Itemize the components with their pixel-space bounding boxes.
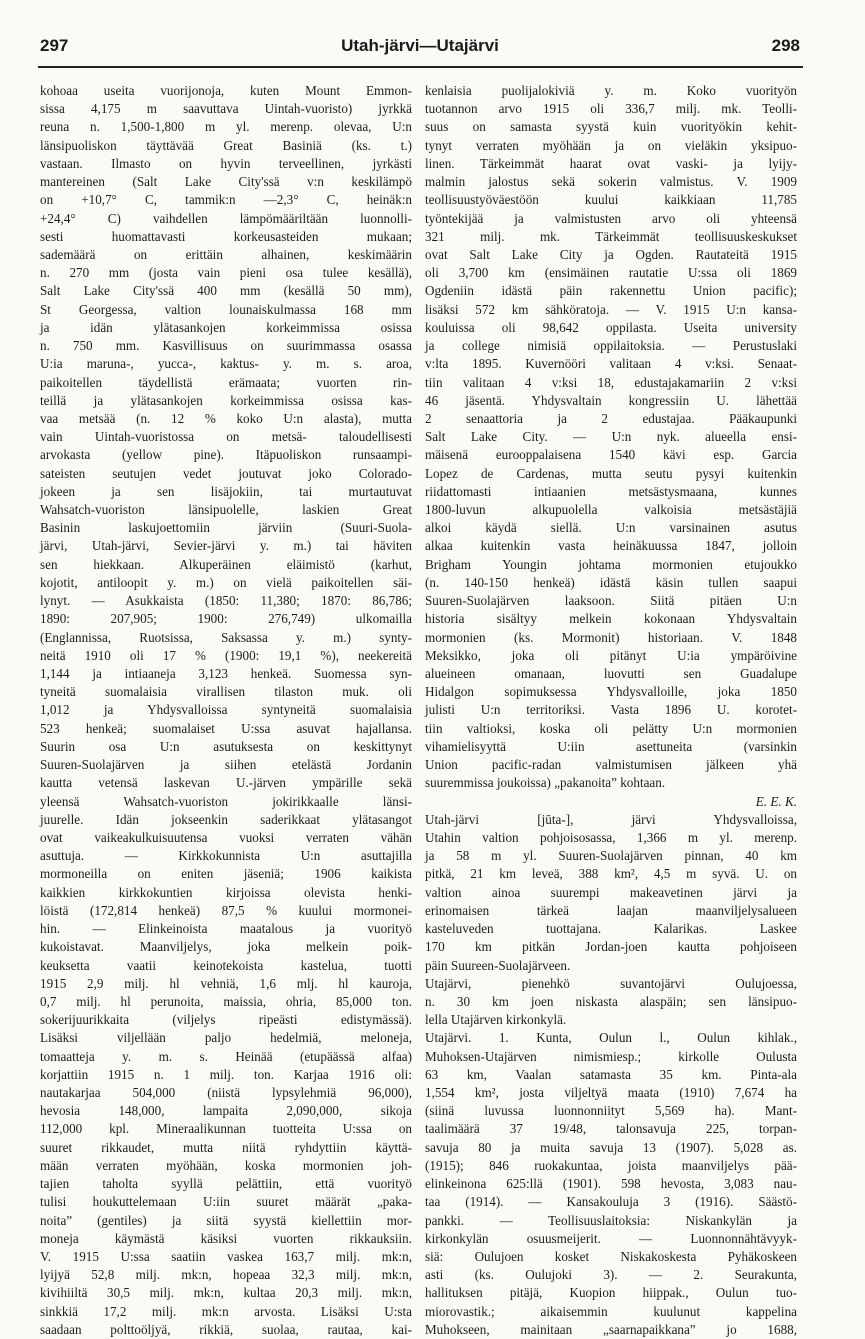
text-line: kautta vetensä laskevan U.-järven ympärille sekä <box>40 775 412 791</box>
text-line: elinkeinona 625:llä (1901). 598 hevosta, 3,083 nau- <box>425 1176 797 1192</box>
text-line: ovat Salt Lake City ja Ogden. Rautateitä 1915 <box>425 246 797 262</box>
text-line: v:lta 1895. Kuvernööri valitaan 4 v:ksi. Senaat- <box>425 356 797 372</box>
text-line: 1,012 ja Yhdysvalloissa syntyneitä suomalaisia <box>40 702 412 718</box>
text-line: sen hiekkaan. Alkuperäinen eläimistö (karhut, <box>40 556 412 572</box>
text-line: kenlaisia puolijalokiviä y. m. Koko vuorityön <box>425 83 797 98</box>
text-line: oli 3,700 km (ensimäinen rautatie U:ssa oli 1869 <box>425 265 797 281</box>
text-line: suus on samasta syystä kuin vuorityökin kehit- <box>425 119 797 135</box>
text-line: ja college nimisiä oppilaitoksia. — Perustuslaki <box>425 338 797 354</box>
text-line: historia sisältyy melkein kokonaan Yhdysvaltain <box>425 611 797 627</box>
text-line: päin Suureen-Suolajärveen. <box>425 957 571 973</box>
text-line: (siinä luvussa luonnonniityt 5,569 ha). Mant- <box>425 1103 797 1119</box>
text-line: lella Utajärven kirkonkylä. <box>425 1012 567 1028</box>
text-line: kohoaa useita vuorijonoja, kuten Mount Emmon- <box>40 83 412 98</box>
text-line: sateisten seutujen vedet joutuvat joko Colorado- <box>40 465 412 481</box>
text-line: julisti U:n territoriksi. Vasta 1896 U. korotet- <box>425 702 797 718</box>
text-line: 63 km, Vaalan satamasta 35 km. Pinta-ala <box>425 1066 797 1082</box>
text-line: Muhoksen-Utajärven nimismiesp.; kirkolle Oulusta <box>425 1048 797 1064</box>
text-line: sademäärä on erittäin alhainen, keskimäärin <box>40 246 412 262</box>
text-line: Utajärvi. 1. Kunta, Oulun l., Oulun kihlak., <box>425 1030 797 1046</box>
text-line: tulisi houkuttelemaan U:iin suuret määrät „paka- <box>40 1194 412 1210</box>
text-line: vaa metsää (n. 12 % koko U:n alasta), mutta <box>40 410 412 426</box>
text-line: Utajärvi, pienehkö suvantojärvi Oulujoessa, <box>425 975 797 991</box>
text-line: tiin valitaan 4 v:ksi 18, edustajakamariin 2 v:ksi <box>425 374 797 390</box>
text-line: saadaan polttoöljyä, rikkiä, suolaa, rautaa, kai- <box>40 1321 412 1337</box>
header-rule <box>38 66 803 68</box>
text-line: hin. — Elinkeinoista maatalous ja vuorityö <box>40 921 412 937</box>
text-line: arvokasta (yellow pine). Itäpuoliskon runsaampi- <box>40 447 412 463</box>
text-line: vastaan. Ilmasto on hyvin terveellinen, jyrkästi <box>40 155 412 171</box>
text-line: mantereinen (Salt Lake City'ssä v:n keskilämpö <box>40 174 412 190</box>
text-line: 1915 2,9 milj. hl vehniä, 1,6 mlj. hl kauroja, <box>40 975 412 991</box>
text-line: 170 km pitkän Jordan-joen kautta pohjoiseen <box>425 939 797 955</box>
text-line: kouluissa oli 98,642 oppilasta. Useita university <box>425 319 797 335</box>
text-line: alkoi käydä siellä. U:n varsinainen asutus <box>425 520 797 536</box>
text-line: kaikkien kirkkokuntien kirjoissa olevista henki- <box>40 884 412 900</box>
text-line: sissa 4,175 m saavuttava Uintah-vuoristo) jyrkkä <box>40 101 412 117</box>
text-line: keuksetta vaatii keinotekoista kastelua, tuotti <box>40 957 412 973</box>
text-line: siä: Oulujoen kosket Niskakoskesta Pyhäkoskeen <box>425 1249 797 1264</box>
text-column-right <box>425 82 797 1337</box>
text-line: kivihiiltä 30,5 milj. mk:n, kultaa 20,3 milj. mk:n, <box>40 1285 412 1301</box>
text-line: Wahsatch-vuoriston länsipuolelle, laskien Great <box>40 502 412 518</box>
text-line: länsipuoliskon täyttävää Great Basiniä (ks. t.) <box>40 137 412 153</box>
text-line: 523 henkeä; suomalaiset U:ssa asuvat hajallansa. <box>40 720 412 736</box>
text-line: hallituksen pitäjä, Kuopion hiippak., Oulun tuo- <box>425 1285 797 1301</box>
text-line: Suurin osa U:n asutuksesta on keskittynyt <box>40 738 412 754</box>
text-line: pitkä, 21 km leveä, 388 km², 4,5 m syvä. U. on <box>425 866 797 882</box>
text-line: hevosia 148,000, lampaita 2,090,000, sikoja <box>40 1103 412 1119</box>
text-line: 1,144 ja intiaaneja 3,123 henkeä. Suomessa syn- <box>40 666 412 681</box>
page-number-left: 297 <box>40 36 69 55</box>
text-line: St Georgessa, valtion lounaiskulmassa 168 mm <box>40 301 412 317</box>
text-line: 321 milj. mk. Tärkeimmät teollisuuskeskukset <box>425 228 797 244</box>
page-number-right: 298 <box>771 36 800 55</box>
text-line: mormonien (ks. Mormonit) historiaan. V. 1848 <box>425 629 797 645</box>
text-line: teillä ja ylätasankojen korkeimmissa osissa kas- <box>40 392 412 408</box>
text-line: pankki. — Teollisuuslaitoksia: Niskankylän ja <box>425 1212 797 1228</box>
text-line: (Englannissa, Ruotsissa, Saksassa y. m.) synty- <box>40 629 412 645</box>
text-line: Basinin laskujoettomiin järviin (Suuri-Suola- <box>40 520 412 536</box>
text-line: malmin jalostus sekä sokerin valmistus. V. 1909 <box>425 174 797 190</box>
text-line: asuttuja. — Kirkkokunnista U:n asuttajilla <box>40 848 412 864</box>
text-line: kasteluveden tuottajana. Kalarikas. Laskee <box>425 921 797 937</box>
text-line: paikoitellen täydellistä erämaata; vuorten rin- <box>40 374 412 390</box>
page-header <box>40 36 800 76</box>
text-line: +24,4° C) vaihdellen lämpömääriltään luonnolli- <box>40 210 412 226</box>
text-line: ovat vaikeakulkuisuutensa vuoksi verraten vähän <box>40 829 412 845</box>
text-line: neitä 1910 oli 17 % (1900: 19,1 %), neekereitä <box>40 647 412 663</box>
text-line: Brigham Youngin johtama mormonien etujoukko <box>425 556 797 572</box>
text-line: alkaa kuitenkin vasta heinäkuussa 1847, jolloin <box>425 538 797 554</box>
text-line: suuret rikkaudet, mutta niitä ryhdyttiin käyttä- <box>40 1139 412 1155</box>
text-line: mäisenä eurooppalaisena 1540 kävi esp. Garcia <box>425 447 797 463</box>
text-line: ja 58 m yl. Suuren-Suolajärven pinnan, 40 km <box>425 848 797 864</box>
text-line: tuotannon arvo 1915 oli 336,7 milj. mk. Teolli- <box>425 101 797 117</box>
text-line: mormoneilla on eniten jäseniä; 1906 kaikista <box>40 866 412 882</box>
text-line: sokerijuurikkaita (viljelys ripeästi edistymässä). <box>40 1012 412 1028</box>
text-line: taa (1914). — Kansakouluja 3 (1916). Säästö- <box>425 1194 797 1210</box>
text-line: lisäksi 572 km sähköratoja. — V. 1915 U:n kansa- <box>425 301 797 317</box>
text-line: kojotit, antiloopit y. m.) on vielä paikoitellen säi- <box>40 574 412 590</box>
text-line: noita” (gentiles) ja siitä syystä kiellettiin mor- <box>40 1212 412 1228</box>
text-line: 1890: 207,905; 1900: 276,749) ulkomailla <box>40 611 412 627</box>
text-line: Utah-järvi [jūta-], järvi Yhdysvalloissa, <box>425 811 797 827</box>
text-line: 1,554 km², josta viljeltyä maata (1910) 7,674 ha <box>425 1085 797 1101</box>
text-line: Ogdeniin idästä päin rakennettu Union pacific); <box>425 283 797 299</box>
text-line: jokeen ja sen lisäjokiin, tai murtautuvat <box>40 483 412 499</box>
text-line: yleensä Wahsatch-vuoriston jokirikkaalle länsi- <box>40 793 412 809</box>
text-line: (1915); 846 ruokakuntaa, joista maanviljelys pää- <box>425 1157 797 1173</box>
text-line: nautakarjaa 504,000 (niistä lypsylehmiä 96,000), <box>40 1085 412 1101</box>
text-line: Salt Lake City. — U:n nyk. alueella ensi- <box>425 429 797 445</box>
text-line: sinkkiä 17,2 milj. mk:n arvosta. Lisäksi U:sta <box>40 1303 412 1319</box>
text-line: n. 270 mm (josta vain pieni osa tulee kesällä), <box>40 265 412 281</box>
text-line: vihamielisyyttä U:iin asettuneita (varsinkin <box>425 738 797 754</box>
text-line: tyneitä suomalaisia virallisen tilaston muk. oli <box>40 684 412 700</box>
text-column-left <box>40 82 412 1337</box>
text-line: 46 jäsentä. Yhdysvaltain kongressiin U. lähettää <box>425 392 797 408</box>
text-line: Lisäksi viljellään paljo hedelmiä, meloneja, <box>40 1030 412 1046</box>
text-line: ja idän ylätasankojen korkeimmissa osissa <box>40 319 412 335</box>
text-line: reuna n. 1,500-1,800 m yl. merenp. olevaa, U:n <box>40 119 412 135</box>
text-line: tomaatteja y. m. s. Heinää (etupäässä alfaa) <box>40 1048 412 1064</box>
text-line: alueineen omanaan, luovutti sen Guadalupe <box>425 666 797 681</box>
text-line: taalimäärä 37 19/48, talonsavuja 225, torpan- <box>425 1121 797 1137</box>
text-line: tiin valtioksi, koska oli pelätty U:n mormonien <box>425 720 797 736</box>
text-line: työntekijää ja valmistusten arvo oli yhteensä <box>425 210 797 226</box>
text-line: 2 senaattoria ja 2 edustajaa. Pääkaupunki <box>425 410 797 426</box>
text-line: tynyt verraten myöhään ja on vieläkin yksipuo- <box>425 137 797 153</box>
text-line: juurelle. Idän jokseenkin saderikkaat ylätasangot <box>40 811 412 827</box>
text-line: (n. 140-150 henkeä) idästä käsin tullen saapui <box>425 574 797 590</box>
text-line: n. 30 km joen niskasta alaspäin; sen länsipuo- <box>425 993 797 1009</box>
text-line: kukoistavat. Maanviljelys, joka melkein poik- <box>40 939 412 955</box>
text-line: Salt Lake City'ssä 400 mm (kesällä 50 mm), <box>40 283 412 299</box>
text-line: 1800-luvun alkupuolella valkoisia metsästäjiä <box>425 502 797 518</box>
text-line: asti (ks. Oulujoki 3). — 2. Seurakunta, <box>425 1267 797 1283</box>
text-line: sesti huomattavasti korkeusasteiden mukaan; <box>40 228 412 244</box>
text-line: valtion ainoa suurempi makeavetinen järvi ja <box>425 884 797 900</box>
text-line: Lopez de Cardenas, mutta seutu pysyi kuitenkin <box>425 465 797 481</box>
text-line: lynyt. — Asukkaista (1850: 11,380; 1870: 86,786; <box>40 593 412 609</box>
text-line: kirkonkylän osuusmeijerit. — Luonnonnähtävyyk- <box>425 1230 797 1246</box>
text-line: mään verraten myöhään, koska mormonien joh- <box>40 1157 412 1173</box>
text-line: n. 750 mm. Kasvillisuus on suurimmassa osassa <box>40 338 412 354</box>
text-line: järvi, Utah-järvi, Sevier-järvi y. m.) tai häviten <box>40 538 412 554</box>
text-line: korjattiin 1915 n. 1 milj. ton. Karjaa 1916 oli: <box>40 1066 412 1082</box>
text-line: riidattomasti intiaanien metsästysmaana, kunnes <box>425 483 797 499</box>
text-line: linen. Tärkeimmät haarat ovat vaski- ja lyijy- <box>425 155 797 171</box>
text-line: teollisuustyöväestöön kuului kaikkiaan 11,785 <box>425 192 797 208</box>
text-line: miorovastik.; aikaisemmin kuulunut kappelina <box>425 1303 797 1319</box>
text-line: Suuren-Suolajärven laaksoon. Siitä pitäen U:n <box>425 593 797 609</box>
text-line: Union pacific-radan valmistumisen jälkeen yhä <box>425 757 797 773</box>
text-line: on +10,7° C, tammik:n —2,3° C, heinäk:n <box>40 192 412 208</box>
text-line: moneja käymästä käsiksi vuorten rikkauksiin. <box>40 1230 412 1246</box>
text-line: Meksikko, joka oli pitänyt U:ia ympäröivine <box>425 647 797 663</box>
text-line: savuja 80 ja muita savuja 13 (1907). 5,028 as. <box>425 1139 797 1155</box>
text-line: suuremmissa joukoissa) „pakanoita” kohtaan. <box>425 775 666 791</box>
text-line: Hidalgon sopimuksessa Yhdysvalloille, joka 1850 <box>425 684 797 700</box>
text-line: löistä (172,814 henkeä) 87,5 % kuului mormonei- <box>40 902 412 918</box>
text-line: V. 1915 U:ssa saatiin vaskea 163,7 milj. mk:n, <box>40 1249 412 1264</box>
text-line: 112,000 kpl. Mineraalikunnan tuotteita U:ssa on <box>40 1121 412 1137</box>
text-line: E. E. K. <box>755 793 797 809</box>
text-line: Suuren-Suolajärven ja siihen etelästä Jordanin <box>40 757 412 773</box>
text-line: Utahin valtion pohjoisosassa, 1,366 m yl. merenp. <box>425 829 797 845</box>
running-title: Utah-järvi—Utajärvi <box>341 36 499 55</box>
text-line: 0,7 milj. hl perunoita, maissia, ohria, 85,000 ton. <box>40 993 412 1009</box>
text-line: U:ia maruna-, yucca-, kaktus- y. m. s. aroa, <box>40 356 412 372</box>
text-line: erinomaisen tärkeä laajan maanviljelysalueen <box>425 902 797 918</box>
text-line: vain Uintah-vuoristossa on metsä- taloudellisesti <box>40 429 412 445</box>
text-line: tajien taholta syyllä pelättiin, että vuorityö <box>40 1176 412 1192</box>
text-line: Muhokseen, mainitaan „saarnapaikkana” jo 1688, <box>425 1321 797 1337</box>
text-line: lyijyä 52,8 milj. mk:n, hopeaa 32,3 milj. mk:n, <box>40 1267 412 1283</box>
